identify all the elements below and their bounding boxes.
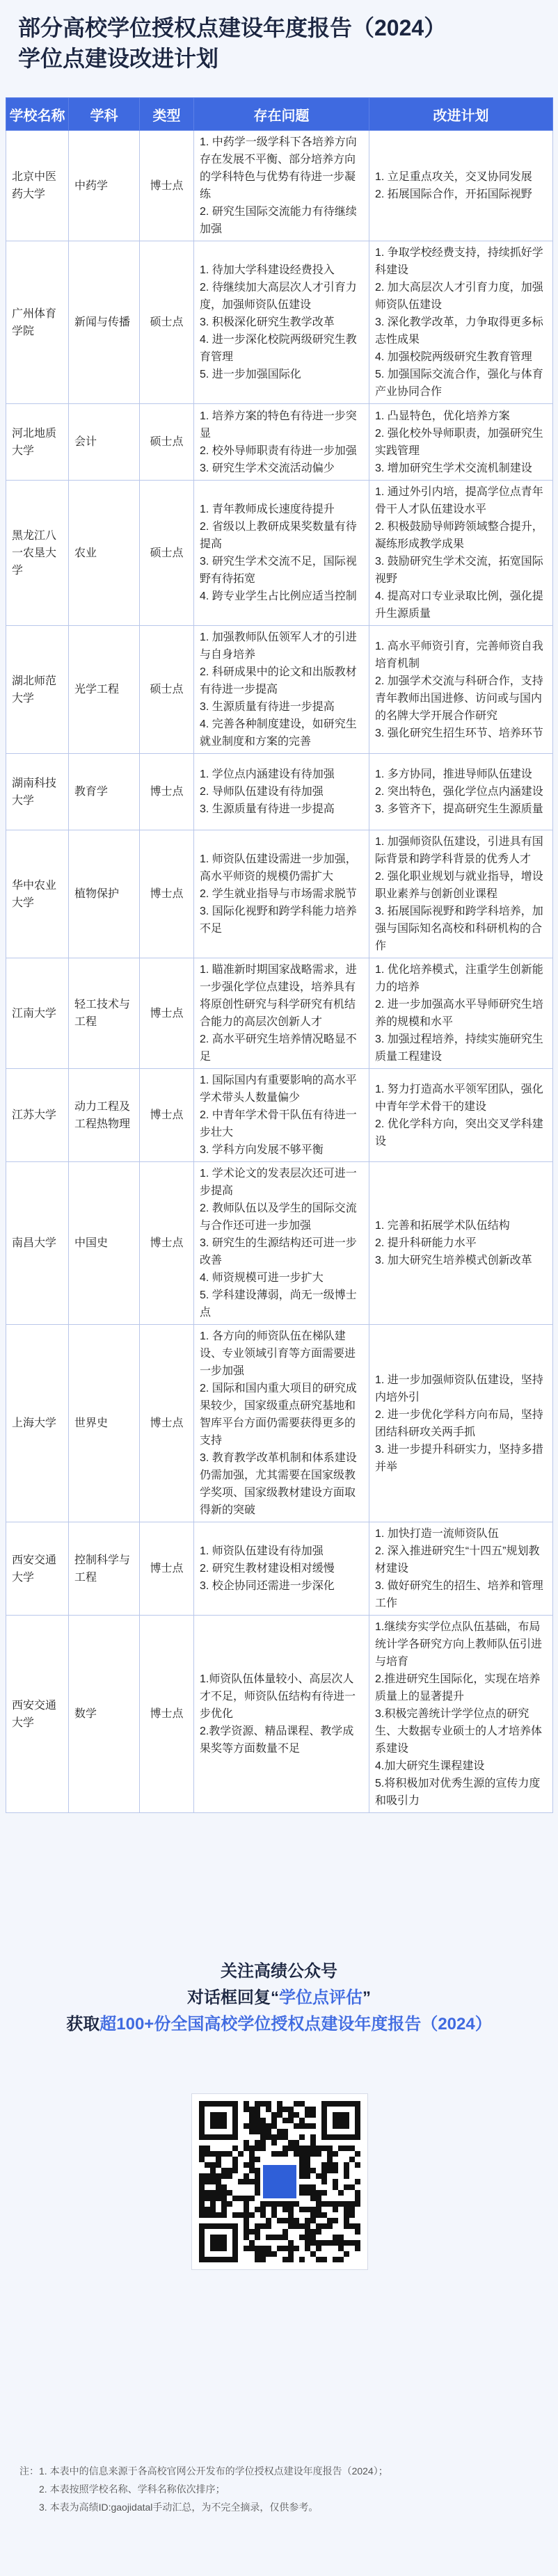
problem-item: 1. 师资队伍建设有待加强 — [200, 1545, 324, 1557]
plan-item: 2. 加大高层次人才引育力度，加强师资队伍建设 — [375, 282, 543, 311]
cell-subject: 动力工程及工程热物理 — [69, 1069, 140, 1162]
cell-subject: 光学工程 — [69, 626, 140, 754]
cell-type: 博士点 — [140, 131, 194, 241]
table-row — [6, 481, 553, 626]
table-row — [6, 958, 553, 1069]
logo-icon — [263, 2165, 296, 2198]
cell-plans — [369, 131, 553, 241]
qr-code — [191, 2093, 368, 2270]
cell-subject: 轻工技术与工程 — [69, 958, 140, 1069]
problem-item: 3. 校企协同还需进一步深化 — [200, 1580, 335, 1592]
plan-item: 4.加大研究生课程建设 — [375, 1760, 485, 1772]
title-block — [0, 0, 558, 71]
plan-item: 3. 加强过程培养，持续实施研究生质量工程建设 — [375, 1033, 543, 1063]
plan-item: 2. 优化学科方向，突出交叉学科建设 — [375, 1118, 543, 1148]
plan-item: 2. 进一步加强高水平导师研究生培养的规模和水平 — [375, 999, 543, 1028]
plan-item: 3.积极完善统计学学位点的研究生、大数据专业硕士的人才培养体系建设 — [375, 1708, 543, 1755]
problem-item: 2. 学生就业指导与市场需求脱节 — [200, 888, 357, 900]
cell-school: 湖北师范大学 — [6, 626, 69, 754]
table-row — [6, 626, 553, 754]
cell-school: 河北地质大学 — [6, 404, 69, 481]
cell-type: 硕士点 — [140, 626, 194, 754]
plan-item: 1. 争取学校经费支持，持续抓好学科建设 — [375, 247, 543, 276]
footer-reply-keyword: 学位点评估 — [279, 1988, 362, 2007]
problem-item: 1.师资队伍体量较小、高层次人才不足，师资队伍结构有待进一步优化 — [200, 1673, 356, 1720]
cell-problems — [194, 626, 369, 754]
cell-problems — [194, 1069, 369, 1162]
cell-subject: 新闻与传播 — [69, 241, 140, 404]
footer-get-prefix: 获取 — [66, 2015, 100, 2034]
problem-item: 5. 学科建设薄弱，尚无一级博士点 — [200, 1289, 357, 1319]
cell-plans — [369, 481, 553, 626]
plan-item: 2. 提升科研能力水平 — [375, 1237, 477, 1249]
table-row — [6, 131, 553, 241]
cell-type: 博士点 — [140, 1325, 194, 1522]
plan-item: 1. 通过外引内培，提高学位点青年骨干人才队伍建设水平 — [375, 486, 543, 515]
plan-item: 1.继续夯实学位点队伍基础，布局统计学各研究方向上教师队伍引进与培育 — [375, 1621, 543, 1668]
cell-subject: 教育学 — [69, 754, 140, 830]
table-row — [6, 241, 553, 404]
cell-problems — [194, 1522, 369, 1616]
cell-problems — [194, 241, 369, 404]
problem-item: 1. 学术论文的发表层次还可进一步提高 — [200, 1168, 357, 1197]
cell-school: 广州体育学院 — [6, 241, 69, 404]
plan-table — [6, 97, 553, 1813]
problem-item: 4. 跨专业学生占比例应适当控制 — [200, 590, 357, 602]
problem-item: 4. 进一步深化校院两级研究生教育管理 — [200, 334, 357, 363]
cell-problems — [194, 754, 369, 830]
problem-item: 1. 加强教师队伍领军人才的引进与自身培养 — [200, 631, 357, 661]
cell-type: 博士点 — [140, 754, 194, 830]
cell-plans — [369, 958, 553, 1069]
problem-item: 1. 瞄准新时期国家战略需求，进一步强化学位点建设，培养具有将原创性研究与科学研究有机结合能力的高层次创新人才 — [200, 964, 357, 1028]
plan-item: 2.推进研究生国际化，实现在培养质量上的显著提升 — [375, 1673, 541, 1702]
cell-school: 西安交通大学 — [6, 1616, 69, 1813]
problem-item: 3. 研究生的生源结构还可进一步改善 — [200, 1237, 357, 1266]
header-problems: 存在问题 — [194, 98, 369, 131]
cell-plans — [369, 830, 553, 958]
problem-item: 5. 进一步加强国际化 — [200, 369, 301, 380]
cell-subject: 世界史 — [69, 1325, 140, 1522]
cell-school: 江南大学 — [6, 958, 69, 1069]
cell-subject: 中药学 — [69, 131, 140, 241]
cell-type: 硕士点 — [140, 404, 194, 481]
plan-item: 1. 多方协同，推进导师队伍建设 — [375, 768, 532, 780]
problem-item: 3. 教育教学改革机制和体系建设仍需加强，尤其需要在国家级教学奖项、国家级教材建设方面取得新的突破 — [200, 1452, 357, 1516]
cell-subject: 农业 — [69, 481, 140, 626]
cell-plans — [369, 1325, 553, 1522]
cell-school: 江苏大学 — [6, 1069, 69, 1162]
footer-get-text — [0, 2013, 558, 2036]
plan-item: 3. 拓展国际视野和跨学科培养，加强与国际知名高校和科研机构的合作 — [375, 905, 543, 952]
cell-plans — [369, 626, 553, 754]
plan-item: 1. 完善和拓展学术队伍结构 — [375, 1220, 510, 1232]
cell-school: 华中农业大学 — [6, 830, 69, 958]
problem-item: 1. 中药学一级学科下各培养方向存在发展不平衡、部分培养方向的学科特色与优势有待进一步凝练 — [200, 136, 357, 200]
problem-item: 1. 国际国内有重要影响的高水平学术带头人数量偏少 — [200, 1074, 357, 1104]
table-header-row — [6, 98, 553, 131]
cell-type: 硕士点 — [140, 241, 194, 404]
notes — [19, 2462, 548, 2516]
plan-item: 3. 做好研究生的招生、培养和管理工作 — [375, 1580, 543, 1609]
cell-plans — [369, 1069, 553, 1162]
problem-item: 2. 中青年学术骨干队伍有待进一步壮大 — [200, 1109, 357, 1138]
cell-type: 博士点 — [140, 1616, 194, 1813]
plan-item: 1. 高水平师资引育，完善师资自我培育机制 — [375, 640, 543, 670]
problem-item: 2. 省级以上教研成果奖数量有待提高 — [200, 521, 357, 550]
note-line: 注：1. 本表中的信息来源于各高校官网公开发布的学位授权点建设年度报告（2024）； — [19, 2465, 388, 2477]
page-subtitle: 学位点建设改进计划 — [18, 46, 219, 71]
problem-item: 1. 待加大学科建设经费投入 — [200, 264, 335, 276]
plan-item: 4. 提高对口专业录取比例，强化提升生源质量 — [375, 590, 543, 620]
cell-problems — [194, 1162, 369, 1325]
cell-plans — [369, 1162, 553, 1325]
plan-item: 5.将积极加对优秀生源的宣传力度和吸引力 — [375, 1778, 541, 1807]
footer-follow-text: 关注高绩公众号 — [221, 1962, 337, 1981]
problem-item: 3. 学科方向发展不够平衡 — [200, 1144, 324, 1156]
footer-get-highlight: 超100+份全国高校学位授权点建设年度报告（2024） — [99, 2015, 492, 2034]
plan-item: 1. 进一步加强师资队伍建设，坚持内培外引 — [375, 1374, 543, 1403]
problem-item: 3. 生源质量有待进一步提高 — [200, 701, 335, 713]
problem-item: 4. 完善各种制度建设，如研究生就业制度和方案的完善 — [200, 718, 357, 748]
problem-item: 2. 高水平研究生培养情况略显不足 — [200, 1033, 357, 1063]
cell-plans — [369, 754, 553, 830]
table-row — [6, 404, 553, 481]
table-row — [6, 1522, 553, 1616]
plan-item: 4. 加强校院两级研究生教育管理 — [375, 351, 532, 363]
plan-item: 3. 加大研究生培养模式创新改革 — [375, 1255, 532, 1266]
plan-item: 1. 优化培养模式，注重学生创新能力的培养 — [375, 964, 543, 993]
problem-item: 1. 培养方案的特色有待进一步突显 — [200, 410, 357, 440]
plan-item: 3. 深化教学改革，力争取得更多标志性成果 — [375, 316, 543, 346]
note-line: 3. 本表为高绩ID:gaojidatal手动汇总，为不完全摘录，仅供参考。 — [39, 2502, 319, 2513]
table-body — [6, 131, 553, 1813]
problem-item: 2.教学资源、精品课程、教学成果奖等方面数量不足 — [200, 1725, 354, 1755]
cell-problems — [194, 1616, 369, 1813]
plan-item: 1. 努力打造高水平领军团队，强化中青年学术骨干的建设 — [375, 1083, 543, 1113]
problem-item: 2. 教师队伍以及学生的国际交流与合作还可进一步加强 — [200, 1202, 357, 1232]
cell-school: 南昌大学 — [6, 1162, 69, 1325]
problem-item: 2. 国际和国内重大项目的研究成果较少，国家级重点研究基地和智库平台方面仍需要获得更多的支持 — [200, 1383, 357, 1447]
problem-item: 3. 国际化视野和跨学科能力培养不足 — [200, 905, 357, 935]
plan-item: 3. 强化研究生招生环节、培养环节 — [375, 727, 543, 739]
cell-plans — [369, 1616, 553, 1813]
plan-item: 3. 增加研究生学术交流机制建设 — [375, 462, 532, 474]
problem-item: 1. 学位点内涵建设有待加强 — [200, 768, 335, 780]
plan-item: 1. 立足重点攻关，交叉协同发展 — [375, 171, 532, 183]
table-row — [6, 1616, 553, 1813]
table-row — [6, 1069, 553, 1162]
table-row — [6, 830, 553, 958]
note-line: 2. 本表按照学校名称、学科名称依次排序； — [39, 2484, 225, 2495]
plan-item: 2. 强化职业规划与就业指导，增设职业素养与创新创业课程 — [375, 871, 543, 900]
cell-problems — [194, 404, 369, 481]
plan-item: 1. 加快打造一流师资队伍 — [375, 1528, 499, 1540]
plan-item: 3. 多管齐下，提高研究生生源质量 — [375, 803, 543, 815]
header-school: 学校名称 — [6, 98, 69, 131]
table-row — [6, 1162, 553, 1325]
footer-reply-text — [0, 1987, 558, 2009]
problem-item: 2. 研究生教材建设相对缓慢 — [200, 1563, 335, 1575]
plan-item: 2. 积极鼓励导师跨领域整合提升，凝练形成教学成果 — [375, 521, 543, 550]
plan-item: 2. 进一步优化学科方向布局，坚持团结科研攻关两手抓 — [375, 1408, 543, 1438]
plan-item: 3. 鼓励研究生学术交流，拓宽国际视野 — [375, 556, 543, 585]
cell-type: 硕士点 — [140, 481, 194, 626]
cell-plans — [369, 241, 553, 404]
problem-item: 3. 研究生学术交流活动偏少 — [200, 462, 335, 474]
plan-item: 2. 拓展国际合作，开拓国际视野 — [375, 188, 532, 200]
footer-reply-suffix: ” — [362, 1988, 371, 2007]
cell-type: 博士点 — [140, 1162, 194, 1325]
plan-table-wrap — [6, 97, 552, 1813]
problem-item: 1. 师资队伍建设需进一步加强，高水平师资的规模仍需扩大 — [200, 853, 357, 883]
footer — [0, 1951, 558, 2036]
plan-item: 1. 加强师资队伍建设，引进具有国际背景和跨学科背景的优秀人才 — [375, 836, 543, 865]
cell-subject: 植物保护 — [69, 830, 140, 958]
header-plans: 改进计划 — [369, 98, 553, 131]
cell-subject: 数学 — [69, 1616, 140, 1813]
cell-school: 黑龙江八一农垦大学 — [6, 481, 69, 626]
cell-subject: 中国史 — [69, 1162, 140, 1325]
cell-school: 上海大学 — [6, 1325, 69, 1522]
problem-item: 2. 研究生国际交流能力有待继续加强 — [200, 206, 357, 235]
plan-item: 2. 突出特色，强化学位点内涵建设 — [375, 786, 543, 798]
cell-type: 博士点 — [140, 1069, 194, 1162]
cell-problems — [194, 1325, 369, 1522]
plan-item: 1. 凸显特色，优化培养方案 — [375, 410, 510, 422]
plan-item: 2. 加强学术交流与科研合作，支持青年教师出国进修、访问或与国内的名牌大学开展合作研究 — [375, 675, 543, 722]
problem-item: 3. 研究生学术交流不足，国际视野有待拓宽 — [200, 556, 357, 585]
footer-reply-prefix: 对话框回复“ — [187, 1988, 279, 2007]
problem-item: 2. 校外导师职责有待进一步加强 — [200, 444, 357, 457]
qr-code-graphic — [192, 2094, 367, 2269]
problem-item: 3. 生源质量有待进一步提高 — [200, 803, 335, 815]
table-row — [6, 1325, 553, 1522]
cell-school: 西安交通大学 — [6, 1522, 69, 1616]
header-subject: 学科 — [69, 98, 140, 131]
problem-item: 3. 积极深化研究生教学改革 — [200, 316, 335, 328]
cell-problems — [194, 830, 369, 958]
cell-type: 博士点 — [140, 830, 194, 958]
table-row — [6, 754, 553, 830]
cell-type: 博士点 — [140, 958, 194, 1069]
cell-school: 北京中医药大学 — [6, 131, 69, 241]
cell-subject: 会计 — [69, 404, 140, 481]
cell-plans — [369, 404, 553, 481]
cell-school: 湖南科技大学 — [6, 754, 69, 830]
plan-item: 2. 深入推进研究生“十四五”规划教材建设 — [375, 1545, 540, 1575]
problem-item: 2. 待继续加大高层次人才引育力度，加强师资队伍建设 — [200, 282, 357, 311]
plan-item: 5. 加强国际交流合作，强化与体育产业协同合作 — [375, 369, 543, 398]
problem-item: 2. 科研成果中的论文和出版教材有待进一步提高 — [200, 666, 357, 695]
problem-item: 4. 师资规模可进一步扩大 — [200, 1272, 324, 1284]
header-type: 类型 — [140, 98, 194, 131]
cell-plans — [369, 1522, 553, 1616]
problem-item: 2. 导师队伍建设有待加强 — [200, 786, 324, 798]
cell-problems — [194, 958, 369, 1069]
cell-problems — [194, 131, 369, 241]
cell-problems — [194, 481, 369, 626]
cell-subject: 控制科学与工程 — [69, 1522, 140, 1616]
plan-item: 2. 强化校外导师职责，加强研究生实践管理 — [375, 427, 543, 457]
cell-type: 博士点 — [140, 1522, 194, 1616]
problem-item: 1. 青年教师成长速度待提升 — [200, 504, 335, 515]
problem-item: 1. 各方向的师资队伍在梯队建设、专业领域引育等方面需要进一步加强 — [200, 1330, 356, 1377]
plan-item: 3. 进一步提升科研实力，坚持多措并举 — [375, 1443, 543, 1473]
page-title: 部分高校学位授权点建设年度报告（2024） — [18, 15, 447, 40]
